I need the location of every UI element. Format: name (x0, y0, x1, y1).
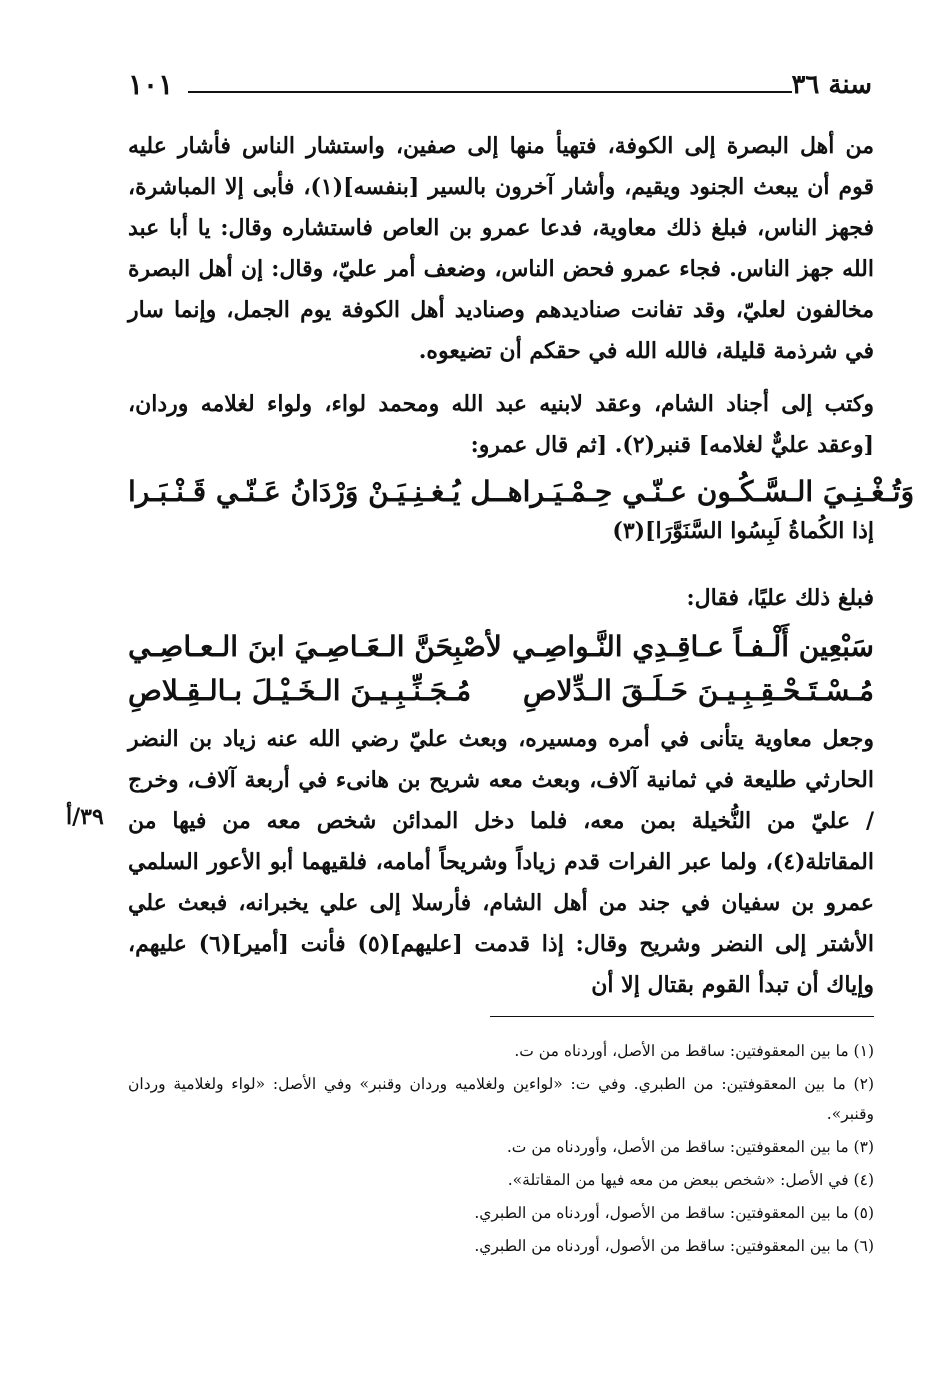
verse-2-2-hemistich-right: مُـجَـنِّـبِـيـنَ الـخَـيْـلَ بـالـقِـلاصِ (128, 674, 472, 707)
main-text (128, 126, 915, 1006)
verse-2-2-hemistich-left: مُـسْـتَـحْـقِـبِـيـنَ حَـلَـقَ الـدِّلاصِ (522, 674, 874, 707)
footnote-rule (490, 1016, 874, 1017)
paragraph-2: وكتب إلى أجناد الشام، وعقد لابنيه عبد الله ومحمد لواء، ولواء لغلامه وردان، [وعقد عليٌّ لغلامه] قنبر(٢). [ثم قال عمرو: (128, 391, 874, 458)
paragraph-3: وجعل معاوية يتأنى في أمره ومسيره، وبعث عليّ رضي الله عنه زياد بن النضر الحارثي طليعة في ثمانية آلاف، وبعث معه شريح بن هانىء في أربعة آلاف، وخرج / عليّ من النُّخيلة بمن معه، فلما دخل المدائن شخص معه من فيها من المقاتلة(٤)، ولما عبر الفرات قدم زياداً وشريحاً أمامه، فلقيهما أبو الأعور السلمي عمرو بن سفيان في جند من أهل الشام، فأرسلا إلى علي يخبرانه، فبعث علي الأشتر إلى النضر وشريح وقال: إذا قدمت [عليهم](٥) فأنت [أمير](٦) عليهم، وإياك أن تبدأ القوم بقتال إلا أن (128, 726, 875, 998)
verse-1-hemistich-left: وَتُـغْـنِـيَ الـسَّـكُـون عـنّـي حِـمْـيَـرا (522, 475, 915, 508)
verse-1-hemistich-right: هــل يُـغـنِـيَـنْ وَرْدَانُ عَـنّـي قَـنْـبَـرا (128, 475, 523, 508)
page-number: ١٠١ (128, 68, 174, 101)
footnotes (128, 1036, 874, 1264)
footnote-1: (١) ما بين المعقوفتين: ساقط من الأصل، أوردناه من ت. (514, 1042, 874, 1060)
folio-margin-note: ٣٩/أ (66, 804, 104, 830)
verse-2-1-hemistich-left: سَبْعِين أَلْـفـاً عـاقِـدِي النَّـواصِـي (511, 630, 874, 663)
footnote-5: (٥) ما بين المعقوفتين: ساقط من الأصول، أوردناه من الطبري. (474, 1204, 874, 1222)
verse-2-intro: فبلغ ذلك عليًا، فقال: (686, 585, 874, 611)
verse-2-line-1 (128, 625, 874, 669)
page-header (128, 66, 872, 110)
footnote-4: (٤) في الأصل: «شخص ببعض من معه فيها من المقاتلة». (507, 1171, 874, 1189)
footnote-3: (٣) ما بين المعقوفتين: ساقط من الأصل، وأوردناه من ت. (506, 1138, 874, 1156)
paragraph-1: من أهل البصرة إلى الكوفة، فتهيأ منها إلى صفين، واستشار الناس فأشار عليه قوم أن يبعث الجنود ويقيم، وأشار آخرون بالسير [بنفسه](١)، فأبى إلا المباشرة، فجهز الناس، فبلغ ذلك معاوية، فدعا عمرو بن العاص فاستشاره وقال: يا أبا عبد الله جهز الناس. فجاء عمرو فحض الناس، وضعف أمر عليّ، وقال: إن أهل البصرة مخالفون لعليّ، وقد تفانت صناديدهم وصناديد أهل الكوفة يوم الجمل، وإنما سار في شرذمة قليلة، فالله الله في حقكم أن تضيعوه. (128, 133, 874, 364)
running-head: سنة ٣٦ (791, 70, 872, 100)
verse-1-tail: إذا الكُماةُ لَبِسُوا السَّنَوَّرَا](٣) (612, 518, 874, 544)
verse-1-line (128, 470, 915, 514)
header-rule (188, 91, 792, 93)
footnote-2: (٢) ما بين المعقوفتين: من الطبري. وفي ت: «لواءين ولغلاميه وردان وقنبر» وفي الأصل: «لواء ولغلامية وردان وقنبر». (128, 1075, 874, 1123)
verse-2-1-hemistich-right: لأصْبِحَنَّ الـعَـاصِـيَ ابنَ الـعـاصِـي (128, 630, 502, 663)
footnote-6: (٦) ما بين المعقوفتين: ساقط من الأصول، أوردناه من الطبري. (474, 1237, 874, 1255)
verse-2-line-2 (128, 669, 874, 713)
